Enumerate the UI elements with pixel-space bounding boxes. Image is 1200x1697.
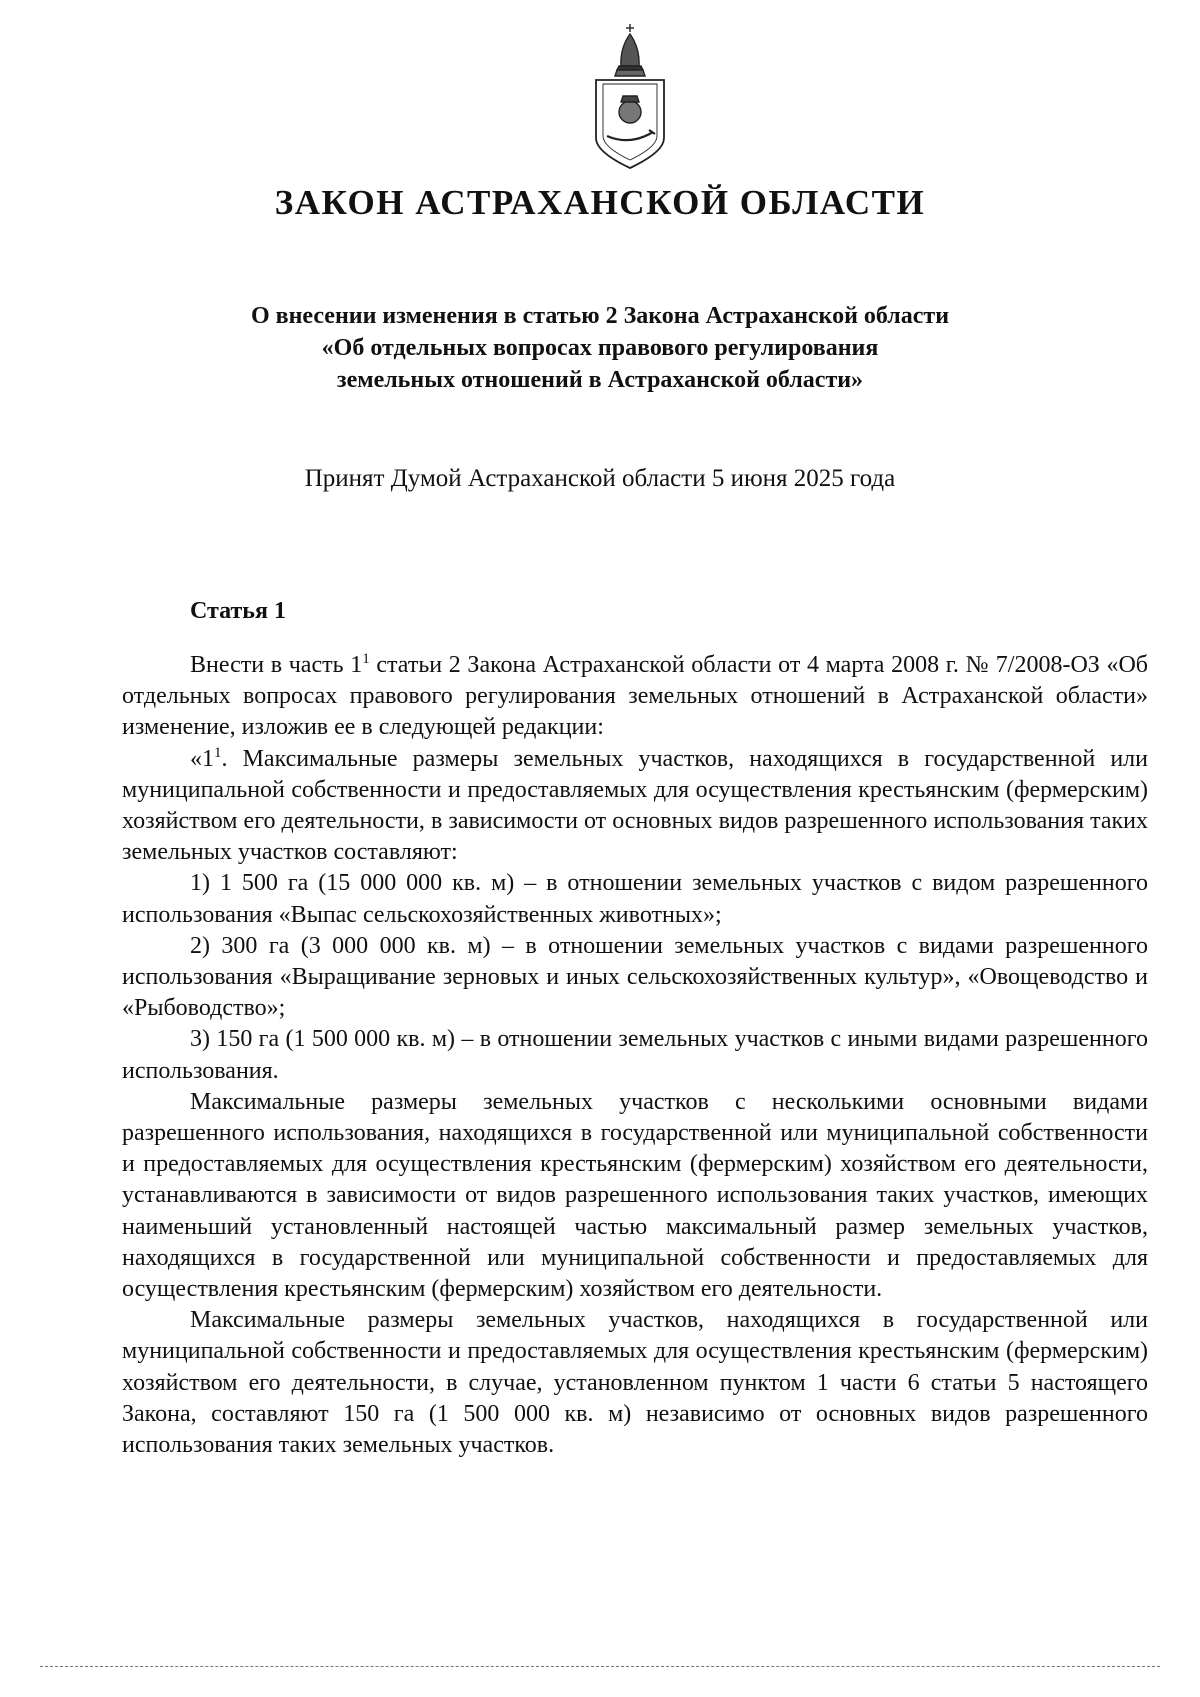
superscript: 1 (214, 744, 222, 761)
quoted-paragraph (122, 744, 1148, 869)
paragraph-multiple-uses: Максимальные размеры земельных участков с несколькими основными видами разрешенного использования, находящихся в государственной или муниципальной собственности и предоставляемых для осуществления крестьянским (фермерским) хозяйством его деятельности, устанавливаются в зависимости от видов разрешенного использования таких участков, имеющих наименьший установленный настоящей частью максимальный размер земельных участков, находящихся в государственной или муниципальной собственности и предоставляемых для осуществления крестьянским (фермерским) хозяйством его деятельности. (122, 1088, 1148, 1303)
quote-text-end: . Максимальные размеры земельных участков, находящихся в государственной или муниципальной собственности и предоставляемых для осуществления крестьянским (фермерским) хозяйством его деятельности, в зависимости от основных видов разрешенного использования таких земельных участков составляют: (122, 745, 1148, 866)
subtitle-line: земельных отношений в Астраханской области» (336, 367, 864, 393)
law-subtitle (0, 300, 1200, 396)
subtitle-line: «Об отдельных вопросах правового регулирования (321, 335, 879, 361)
superscript: 1 (362, 651, 370, 667)
quote-text-start: «1 (190, 745, 214, 772)
paragraph-special-case: Максимальные размеры земельных участков, находящихся в государственной или муниципальной собственности и предоставляемых для осуществления крестьянским (фермерским) хозяйством его деятельности, в случае, установленном пунктом 1 части 6 статьи 5 настоящего Закона, составляют 150 га (1 500 000 кв. м) независимо от основных видов разрешенного использования таких земельных участков. (122, 1307, 1148, 1459)
intro-paragraph (122, 650, 1148, 744)
coat-of-arms-icon (593, 20, 667, 170)
list-item: 2) 300 га (3 000 000 кв. м) – в отношении земельных участков с видами разрешенного использования «Выращивание зерновых и иных сельскохозяйственных культур», «Овощеводство и «Рыбоводство»; (122, 932, 1148, 1022)
article-text (122, 650, 1148, 1461)
list-item: 3) 150 га (1 500 000 кв. м) – в отношении земельных участков с иными видами разрешенного использования. (122, 1026, 1148, 1084)
adoption-note: Принят Думой Астраханской области 5 июня 2025 года (304, 465, 896, 492)
intro-text-start: Внести в часть 1 (190, 652, 363, 678)
subtitle-line: О внесении изменения в статью 2 Закона Астраханской области (250, 303, 950, 329)
list-item: 1) 1 500 га (15 000 000 кв. м) – в отношении земельных участков с видом разрешенного использования «Выпас сельскохозяйственных животных»; (122, 870, 1148, 928)
article-heading: Статья 1 (190, 598, 286, 624)
page-title: ЗАКОН АСТРАХАНСКОЙ ОБЛАСТИ (274, 183, 926, 222)
page-bottom-edge (40, 1666, 1160, 1667)
intro-text-end: статьи 2 Закона Астраханской области от 4 марта 2008 г. № 7/2008-ОЗ «Об отдельных вопросах правового регулирования земельных отношений в Астраханской области» изменение, изложив ее в следующей редакции: (122, 652, 1148, 741)
